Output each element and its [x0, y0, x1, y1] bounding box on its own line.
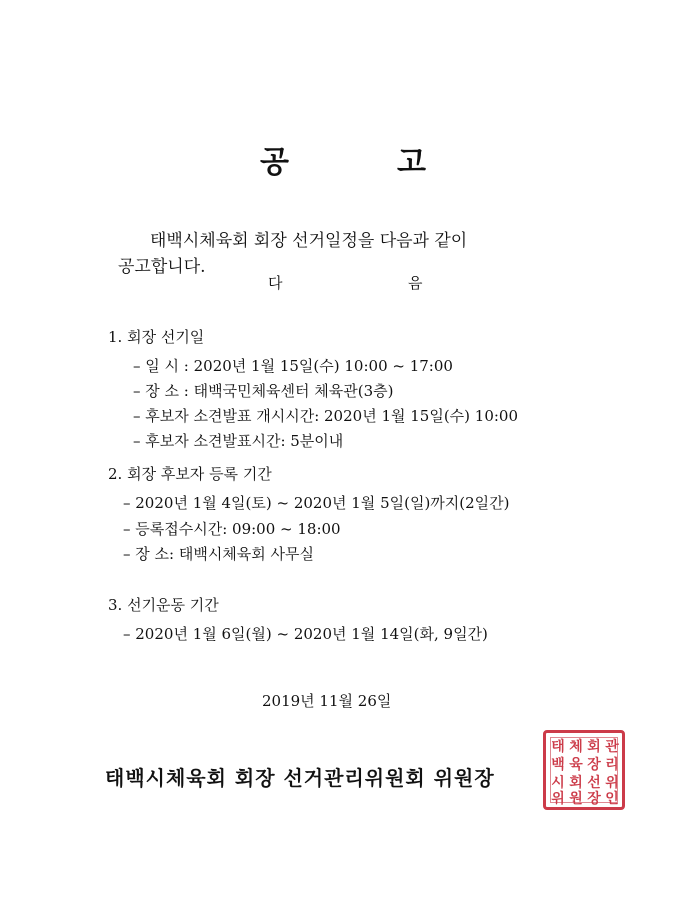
intro-line-2: 공고합니다.: [118, 257, 206, 277]
section-1-heading: 1. 회장 선기일: [108, 328, 205, 346]
notice-heading-left: 다: [268, 274, 283, 292]
section-1-item-4: – 후보자 소견발표시간: 5분이내: [133, 432, 344, 450]
section-1-item-3: – 후보자 소견발표 개시시간: 2020년 1월 15일(수) 10:00: [133, 407, 519, 425]
title-right-char: 고: [397, 145, 426, 180]
notice-date: 2019년 11월 26일: [262, 692, 392, 710]
section-2-heading: 2. 회장 후보자 등록 기간: [108, 465, 272, 483]
section-3-heading: 3. 선기운동 기간: [108, 596, 219, 614]
intro-line-1: 태백시체육회 회장 선거일정을 다음과 같이: [150, 231, 468, 251]
section-2-item-1: – 2020년 1월 4일(토) ~ 2020년 1월 5일(일)까지(2일간): [123, 494, 510, 512]
signatory-name: 태백시체육회 회장 선거관리위원회 위원장: [105, 766, 495, 790]
section-2-item-3: – 장 소: 태백시체육회 사무실: [123, 545, 315, 563]
section-3-item-1: – 2020년 1월 6일(월) ~ 2020년 1월 14일(화, 9일간): [123, 625, 488, 643]
notice-heading-right: 음: [408, 274, 423, 292]
official-seal: 태 백 시 위 체 육 회 원 회 장 선 장 관 리 위 인: [543, 730, 625, 810]
section-1-item-1: – 일 시 : 2020년 1월 15일(수) 10:00 ~ 17:00: [133, 357, 453, 375]
section-2-item-2: – 등록접수시간: 09:00 ~ 18:00: [123, 520, 341, 538]
section-1-item-2: – 장 소 : 태백국민체육센터 체육관(3층): [133, 382, 394, 400]
title-left-char: 공: [260, 145, 289, 180]
